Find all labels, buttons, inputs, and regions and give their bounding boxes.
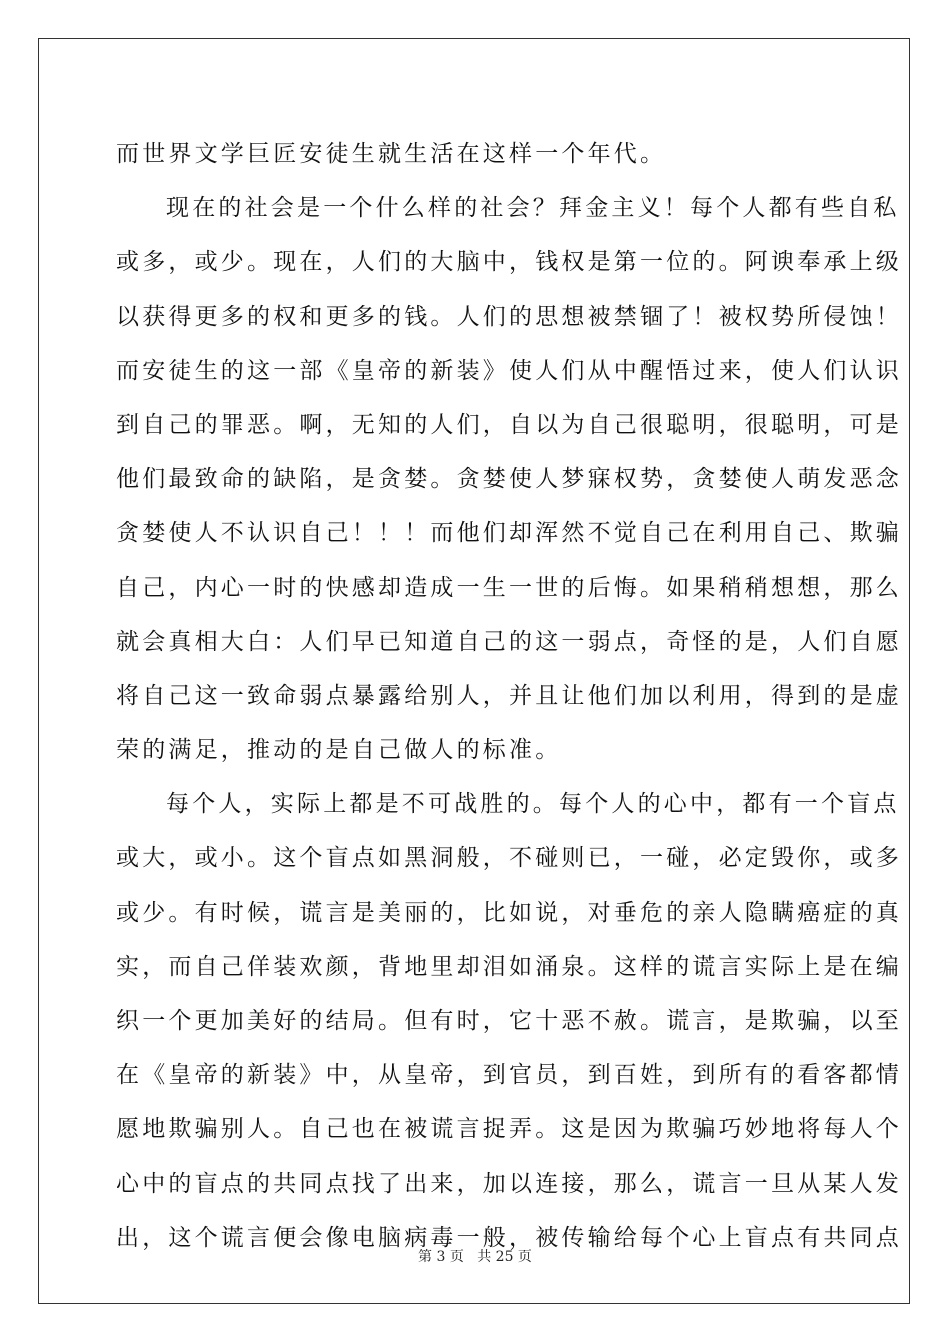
text-line: 贪婪使人不认识自己！！！而他们却浑然不觉自己在利用自己、欺骗 <box>116 520 902 547</box>
text-line: 心中的盲点的共同点找了出来，加以连接，那么，谎言一旦从某人发 <box>116 1170 902 1197</box>
text-line: 实，而自己佯装欢颜，背地里却泪如涌泉。这样的谎言实际上是在编 <box>116 953 902 980</box>
page-footer <box>0 1246 950 1266</box>
page-number: 第 3 页 <box>418 1249 464 1265</box>
text-line: 而世界文学巨匠安徒生就生活在这样一个年代。 <box>116 141 667 167</box>
text-line: 出，这个谎言便会像电脑病毒一般，被传输给每个心上盲点有共同点 <box>116 1224 902 1251</box>
text-line: 或多，或少。现在，人们的大脑中，钱权是第一位的。阿谀奉承上级 <box>116 249 902 276</box>
text-line: 愿地欺骗别人。自己也在被谎言捉弄。这是因为欺骗巧妙地将每人个 <box>116 1116 902 1143</box>
text-line: 在《皇帝的新装》中，从皇帝，到官员，到百姓，到所有的看客都情 <box>116 1062 902 1089</box>
text-line: 而安徒生的这一部《皇帝的新装》使人们从中醒悟过来，使人们认识 <box>116 357 902 384</box>
text-line: 他们最致命的缺陷，是贪婪。贪婪使人梦寐权势，贪婪使人萌发恶念 <box>116 466 902 493</box>
text-line: 到自己的罪恶。啊，无知的人们，自以为自己很聪明，很聪明，可是 <box>116 411 902 438</box>
text-line: 将自己这一致命弱点暴露给别人，并且让他们加以利用，得到的是虚 <box>116 682 902 709</box>
document-body <box>116 127 902 1265</box>
text-line: 或大，或小。这个盲点如黑洞般，不碰则已，一碰，必定毁你，或多 <box>116 845 902 872</box>
page-total: 共 25 页 <box>477 1249 532 1265</box>
text-line: 或少。有时候，谎言是美丽的，比如说，对垂危的亲人隐瞒癌症的真 <box>116 899 902 926</box>
text-line: 现在的社会是一个什么样的社会？拜金主义！每个人都有些自私 <box>166 195 900 222</box>
text-line: 每个人，实际上都是不可战胜的。每个人的心中，都有一个盲点 <box>166 791 900 818</box>
text-line: 荣的满足，推动的是自己做人的标准。 <box>116 737 562 764</box>
text-line: 就会真相大白：人们早已知道自己的这一弱点，奇怪的是，人们自愿 <box>116 628 902 655</box>
text-line: 以获得更多的权和更多的钱。人们的思想被禁锢了！被权势所侵蚀！ <box>116 303 902 330</box>
text-line: 自己，内心一时的快感却造成一生一世的后悔。如果稍稍想想，那么 <box>116 574 902 601</box>
text-line: 织一个更加美好的结局。但有时，它十恶不赦。谎言，是欺骗，以至 <box>116 1008 902 1034</box>
